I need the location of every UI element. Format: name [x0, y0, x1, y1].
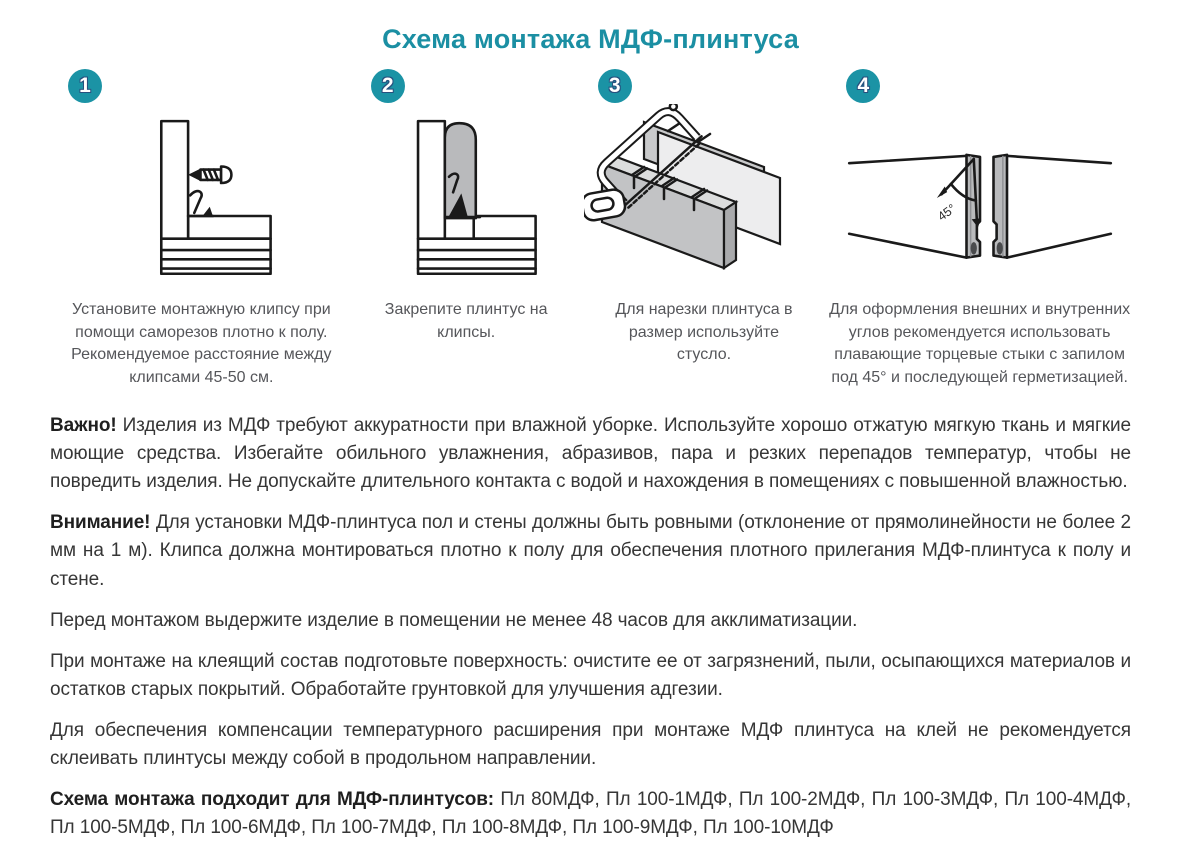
step-3-caption: Для нарезки плинтуса в размер используйте стусло.	[615, 301, 793, 364]
paragraph-attention-lead: Внимание!	[50, 512, 151, 534]
steps-row	[50, 69, 1131, 399]
step-3-number-badge: 3	[598, 69, 632, 103]
paragraph-glue-surface	[50, 648, 1131, 704]
page-title: Схема монтажа МДФ-плинтуса	[382, 24, 799, 54]
step-1-illustration-area	[50, 105, 353, 293]
paragraph-acclimatization-text: Перед монтажом выдержите изделие в помещении не менее 48 часов для акклиматизации.	[50, 609, 858, 631]
paragraph-acclimatization	[50, 607, 1131, 635]
paragraph-models-lead: Схема монтажа подходит для МДФ-плинтусов:	[50, 789, 495, 811]
step-3-illustration-area	[580, 105, 829, 293]
step-4	[828, 69, 1131, 399]
hacksaw-miter-box-icon	[584, 104, 824, 294]
step-3	[580, 69, 829, 399]
step-4-caption: Для оформления внешних и внутренних углов рекомендуется использовать плавающие торцевые стыки с запилом под 45° и последующей герметизацией.	[829, 301, 1131, 387]
paragraph-models	[50, 786, 1131, 842]
step-2	[353, 69, 580, 399]
paragraph-attention-text: Для установки МДФ-плинтуса пол и стены должны быть ровными (отклонение от прямолинейности не более 2 мм на 1 м). Клипса должна монтироваться плотно к полу для обеспечения плотного прилегания МДФ-плинтуса к полу и стене.	[50, 512, 1131, 590]
step-2-number-badge: 2	[371, 69, 405, 103]
clip-screw-mount-icon	[124, 117, 279, 282]
paragraph-models-text: Пл 80МДФ, Пл 100-1МДФ, Пл 100-2МДФ, Пл 100-3МДФ, Пл 100-4МДФ, Пл 100-5МДФ, Пл 100-6МДФ, Пл 100-7МДФ, Пл 100-8МДФ, Пл 100-9МДФ, Пл 100-10МДФ	[50, 789, 1131, 839]
step-2-illustration-area	[353, 105, 580, 293]
notes-section	[50, 412, 1131, 842]
step-4-number-badge: 4	[846, 69, 880, 103]
paragraph-attention	[50, 509, 1131, 593]
paragraph-important-lead: Важно!	[50, 415, 117, 436]
paragraph-important-text: Изделия из МДФ требуют аккуратности при влажной уборке. Используйте хорошо отжатую мягкую ткань и мягкие моющие средства. Избегайте обильного увлажнения, абразивов, пара и резких перепадов температур, чтобы не повредить изделия. Не допускайте длительного контакта с водой и нахождения в помещениях с повышенной влажностью.	[50, 415, 1131, 493]
corner-joint-45-icon	[845, 132, 1115, 267]
step-2-caption: Закрепите плинтус на клипсы.	[384, 301, 548, 341]
step-4-illustration-area	[828, 105, 1131, 293]
step-1-caption: Установите монтажную клипсу при помощи саморезов плотно к полу. Рекомендуемое расстояние между клипсами 45-50 см.	[71, 301, 332, 387]
step-1-number-badge: 1	[68, 69, 102, 103]
paragraph-expansion	[50, 717, 1131, 773]
paragraph-glue-surface-text: При монтаже на клеящий состав подготовьте поверхность: очистите ее от загрязнений, пыли, осыпающихся материалов и остатков старых покрытий. Обработайте грунтовкой для улучшения адгезии.	[50, 650, 1131, 700]
angle-45-label: 45°	[934, 200, 959, 224]
paragraph-important	[50, 412, 1131, 496]
paragraph-expansion-text: Для обеспечения компенсации температурного расширения при монтаже МДФ плинтуса на клей не рекомендуется склеивать плинтусы между собой в продольном направлении.	[50, 719, 1131, 770]
step-1	[50, 69, 353, 399]
plinth-on-clip-icon	[389, 117, 544, 282]
